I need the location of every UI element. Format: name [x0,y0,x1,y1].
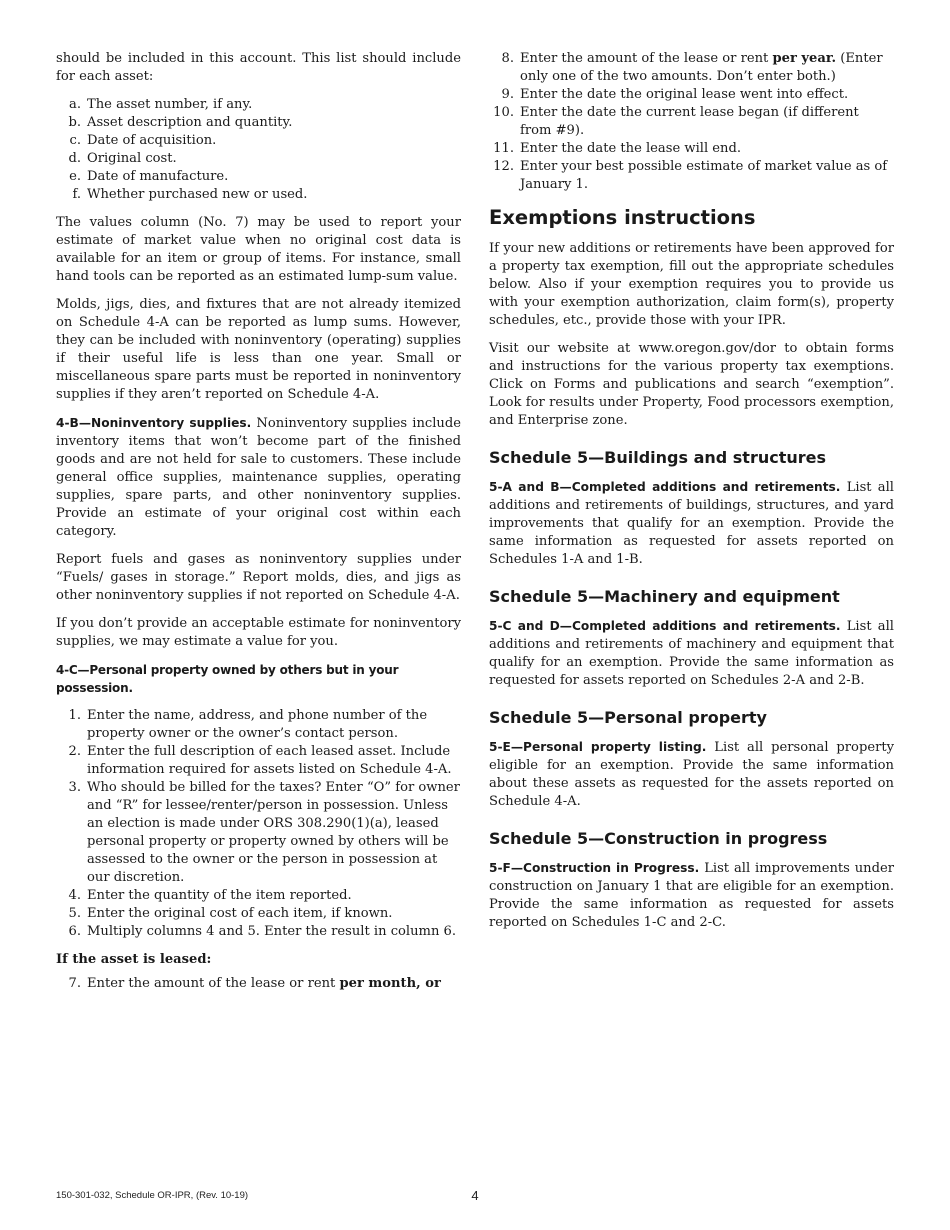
buildings-paragraph: 5-A and B—Completed additions and retirements. List all additions and retirements of buildings, structures, and yard improvements that qualify for an exemption. Provide the same information as requested for assets reported on Schedules 1-A and 1-B. [489,480,894,567]
construction-label: 5-F—Construction in Progress. [489,861,700,875]
list-item: 1. Enter the name, address, and phone number of the property owner or the owner’s contact person. [68,708,428,741]
right-column [489,50,894,942]
construction-heading: Schedule 5—Construction in progress [489,829,828,848]
buildings-label: 5-A and B—Completed additions and retirements. [489,480,841,494]
personal-property-label: 5-E—Personal property listing. [489,740,707,754]
estimate-paragraph: If you don’t provide an acceptable estimate for noninventory supplies, we may estimate a value for you. [56,616,461,649]
list-item: 3. Who should be billed for the taxes? Enter “O” for owner and “R” for lessee/renter/person in possession. Unless an election is made under ORS 308.290(1)(a), leased personal property or property owned by others will be assessed to the owner or the person in possession at our discretion. [68,780,460,885]
exemptions-paragraph-2: Visit our website at www.oregon.gov/dor to obtain forms and instructions for the various property tax exemptions. Click on Forms and publications and search “exemption”. Look for results under Property, Food processors exemption, and Enterprise zone. [489,341,894,428]
fuels-paragraph: Report fuels and gases as noninventory supplies under “Fuels/ gases in storage.” Report molds, dies, and jigs as other noninventory supplies if not reported on Schedule 4-A. [56,552,461,603]
schedule-4b-paragraph: 4-B—Noninventory supplies. Noninventory supplies include inventory items that won’t become part of the finished goods and are not held for sale to customers. These include general office supplies, maintenance supplies, operating supplies, spare parts, and other noninventory supplies. Provide an estimate of your original cost within each category. [56,416,461,539]
values-column-paragraph: The values column (No. 7) may be used to report your estimate of market value when no original cost data is available for an item or group of items. For instance, small hand tools can be reported as an estimated lump-sum value. [56,215,461,284]
list-item: e. Date of manufacture. [69,169,229,184]
list-item: b. Asset description and quantity. [68,115,293,130]
leased-heading: If the asset is leased: [56,952,212,967]
construction-paragraph: 5-F—Construction in Progress. List all improvements under construction on January 1 that are eligible for an exemption. Provide the same information as requested for assets reported on Schedules 1-C and 2-C. [489,861,894,930]
machinery-paragraph: 5-C and D—Completed additions and retirements. List all additions and retirements of machinery and equipment that qualify for an exemption. Provide the same information as requested for assets reported on Schedules 2-A and 2-B. [489,619,894,688]
list-item: 8. Enter the amount of the lease or rent per year. (Enter only one of the two amounts. Don’t enter both.) [501,51,883,84]
machinery-label: 5-C and D—Completed additions and retirements. [489,619,841,633]
list-item: 12. Enter your best possible estimate of market value as of January 1. [493,159,888,192]
list-item: c. Date of acquisition. [69,133,217,148]
machinery-heading: Schedule 5—Machinery and equipment [489,587,840,606]
form-id: 150-301-032, Schedule OR-IPR, (Rev. 10-19) [56,1190,249,1201]
list-item: f. Whether purchased new or used. [72,187,308,202]
list-item: 5. Enter the original cost of each item, if known. [68,906,393,921]
personal-property-paragraph: 5-E—Personal property listing. List all personal property eligible for an exemption. Provide the same information about these assets as requested for the assets reported on Schedule 4-A. [489,740,894,809]
left-column [56,50,461,1003]
molds-paragraph: Molds, jigs, dies, and fixtures that are not already itemized on Schedule 4-A can be reported as lump sums. However, they can be included with noninventory (operating) supplies if their useful life is less than one year. Small or miscellaneous spare parts must be reported in noninventory supplies if they aren’t reported on Schedule 4-A. [56,297,461,402]
page-number: 4 [471,1188,479,1203]
intro-paragraph: should be included in this account. This list should include for each asset: [56,51,461,84]
list-item: 7. Enter the amount of the lease or rent per month, or [68,976,441,991]
lease-list-left [56,975,461,993]
asset-info-list [56,96,461,204]
list-item: 6. Multiply columns 4 and 5. Enter the result in column 6. [68,924,457,939]
list-item: 9. Enter the date the original lease went into effect. [501,87,849,102]
list-item: 11. Enter the date the lease will end. [493,141,742,156]
exemptions-paragraph-1: If your new additions or retirements have been approved for a property tax exemption, fill out the appropriate schedules below. Also if your exemption requires you to provide us with your exemption authorization, claim form(s), property schedules, etc., provide those with your IPR. [489,241,894,328]
buildings-heading: Schedule 5—Buildings and structures [489,448,827,467]
schedule-4c-heading: 4-C—Personal property owned by others but in your possession. [56,663,399,695]
exemptions-heading: Exemptions instructions [489,206,756,229]
schedule-4c-list [56,707,461,941]
personal-property-heading: Schedule 5—Personal property [489,708,767,727]
list-item: a. The asset number, if any. [69,97,253,112]
list-item: 4. Enter the quantity of the item reported. [68,888,352,903]
lease-list-right [489,50,894,194]
list-item: d. Original cost. [68,151,177,166]
list-item: 10. Enter the date the current lease began (if different from #9). [493,105,859,138]
schedule-4b-label: 4-B—Noninventory supplies. [56,416,252,430]
list-item: 2. Enter the full description of each leased asset. Include information required for assets listed on Schedule 4-A. [68,744,452,777]
